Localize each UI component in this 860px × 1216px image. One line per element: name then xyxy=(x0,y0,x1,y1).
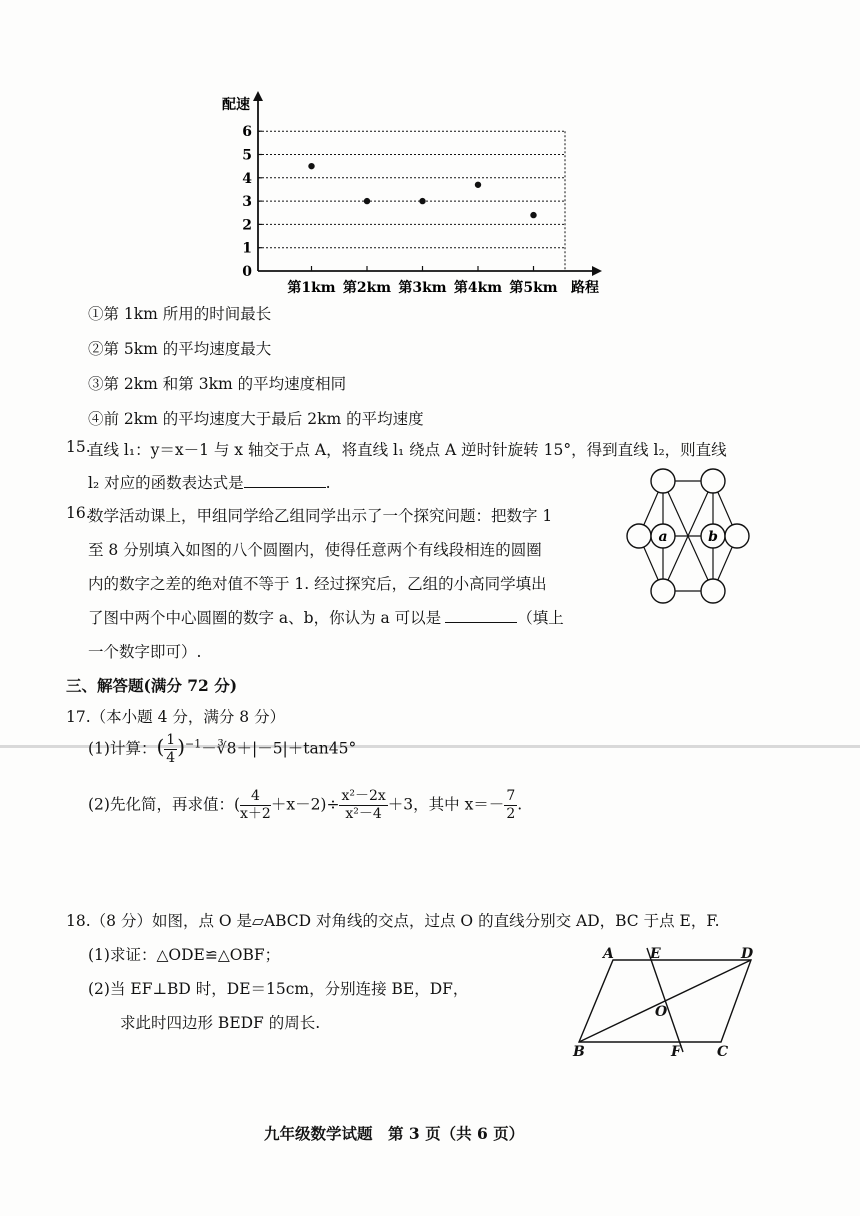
q16-text-line5: 一个数字即可）. xyxy=(88,643,202,661)
graph-circle-top-left xyxy=(651,469,675,493)
pace-scatter-chart xyxy=(210,86,630,301)
point-label-A: A xyxy=(603,946,614,962)
x-category-label-5: 第5km xyxy=(509,280,558,296)
chart-grid xyxy=(258,131,565,271)
y-tick-label-4: 4 xyxy=(242,170,252,187)
section-3-heading: 三、解答题(满分 72 分) xyxy=(66,676,238,695)
point-label-F: F xyxy=(671,1044,681,1060)
q16-answer-blank xyxy=(445,608,517,623)
y-tick-label-1: 1 xyxy=(242,240,252,257)
x-category-label-4: 第4km xyxy=(453,280,503,296)
graph-circle-right xyxy=(725,524,749,548)
data-point-5 xyxy=(530,212,536,218)
y-tick-label-3: 3 xyxy=(242,194,252,211)
q16-text-line4: 了图中两个中心圆圈的数字 a、b，你认为 a 可以是 （填上 xyxy=(88,609,564,627)
parallelogram-diagram xyxy=(565,940,775,1065)
q15-text-line2: l₂ 对应的函数表达式是 . xyxy=(88,474,331,492)
point-label-C: C xyxy=(717,1044,729,1060)
graph-circle-top-right xyxy=(701,469,725,493)
page-footer: 九年级数学试题 第 3 页（共 6 页） xyxy=(264,1124,525,1143)
y-tick-label-0: 0 xyxy=(242,264,252,280)
y-tick-label-6: 6 xyxy=(242,124,252,141)
point-label-B: B xyxy=(573,1044,585,1060)
q17-part1: (1)计算：( $\frac{1}{4}$ )$^{-1}$－∛8＋|－5|＋tan45° xyxy=(88,732,357,766)
q18-line4: 求此时四边形 BEDF 的周长. xyxy=(120,1014,321,1032)
chart-points xyxy=(308,163,536,218)
point-label-E: E xyxy=(650,946,661,962)
q14-option-3: ③第 2km 和第 3km 的平均速度相同 xyxy=(88,375,347,393)
y-axis-arrow xyxy=(253,91,263,101)
x-category-label-3: 第3km xyxy=(398,280,447,296)
q15-answer-blank xyxy=(244,473,326,488)
point-label-O: O xyxy=(655,1004,668,1020)
circle-label-a: a xyxy=(658,529,668,545)
q18-line1: 18.（8 分）如图，点 O 是▱ABCD 对角线的交点，过点 O 的直线分别交 AD，BC 于点 E，F. xyxy=(66,912,720,930)
graph-circle-left xyxy=(627,524,651,548)
q16-text-line2: 至 8 分别填入如图的八个圆圈内，使得任意两个有线段相连的圆圈 xyxy=(88,541,542,559)
y-axis-label: 配速 xyxy=(222,97,250,113)
circle-label-b: b xyxy=(708,529,718,545)
chart-tick-labels xyxy=(222,96,262,280)
q17-header: 17.（本小题 4 分，满分 8 分） xyxy=(66,708,286,726)
q16-text-line3: 内的数字之差的绝对值不等于 1. 经过探究后，乙组的小高同学填出 xyxy=(88,575,547,593)
point-label-D: D xyxy=(741,946,754,962)
x-category-label-1: 第1km xyxy=(287,280,336,296)
q16-text-line1: 数学活动课上，甲组同学给乙组同学出示了一个探究问题：把数字 1 xyxy=(88,507,553,525)
q16-number: 16. xyxy=(66,504,91,522)
x-category-label-2: 第2km xyxy=(342,280,392,296)
chart-axes xyxy=(253,91,602,276)
q18-line2: (1)求证：△ODE≌△OBF； xyxy=(88,946,281,964)
data-point-2 xyxy=(364,198,370,204)
q14-option-2: ②第 5km 的平均速度最大 xyxy=(88,340,272,358)
data-point-3 xyxy=(419,198,425,204)
x-axis-arrow xyxy=(592,266,602,276)
q14-option-1: ①第 1km 所用的时间最长 xyxy=(88,305,272,323)
circle-graph-diagram xyxy=(625,465,770,610)
q17-part2: (2)先化简，再求值：( $\frac{4}{x+2}$ ＋x－2)÷ $\frac{\text{x²－2x}}{\text{x²－4}}$ ＋3，其中 x＝－ $\frac{7}{2}$ . xyxy=(88,788,523,822)
data-point-1 xyxy=(308,163,314,169)
y-tick-label-5: 5 xyxy=(242,147,252,164)
q15-text-line1: 直线 l₁：y＝x－1 与 x 轴交于点 A，将直线 l₁ 绕点 A 逆时针旋转 15°，得到直线 l₂，则直线 xyxy=(88,441,727,459)
data-point-4 xyxy=(475,182,481,188)
graph-circle-bottom-left xyxy=(651,579,675,603)
q15-number: 15. xyxy=(66,438,91,456)
q18-line3: (2)当 EF⊥BD 时，DE＝15cm，分别连接 BE，DF， xyxy=(88,980,469,998)
q14-option-4: ④前 2km 的平均速度大于最后 2km 的平均速度 xyxy=(88,410,424,428)
y-tick-label-2: 2 xyxy=(242,217,252,234)
graph-circle-bottom-right xyxy=(701,579,725,603)
x-axis-label: 路程 xyxy=(571,280,599,296)
